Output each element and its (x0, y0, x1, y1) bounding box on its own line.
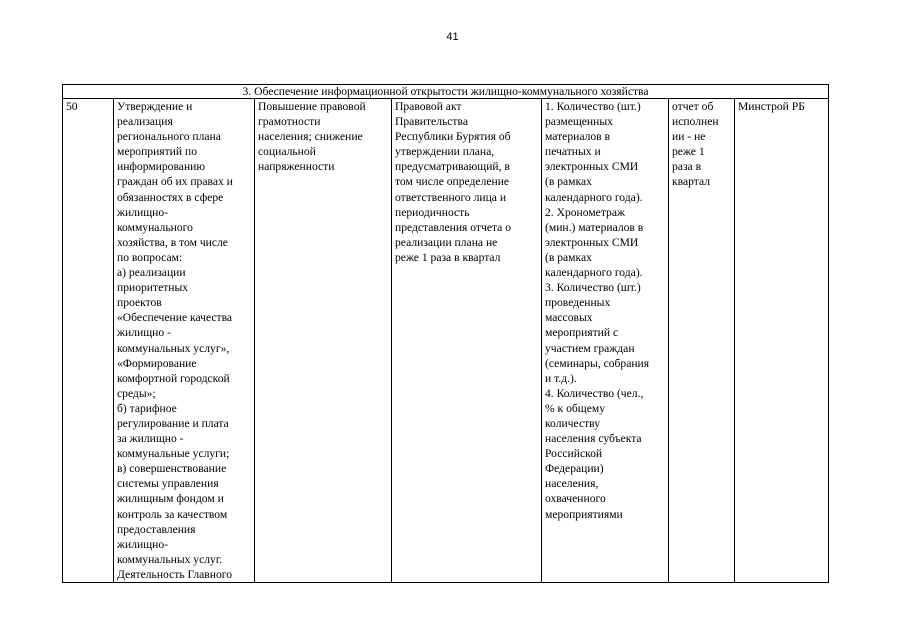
row-number-cell (63, 99, 114, 583)
indicators-text: 1. Количество (шт.) размещенных материалов в печатных и электронных СМИ (в рамках календарного года). 2. Хронометраж (мин.) материалов в электронных СМИ (в рамках календарного года). 3. Количество (шт.) проведенных массовых мероприятий с участием граждан (семинары, собрания и т.д.). 4. Количество (чел., % к общему количеству населения субъекта Российской Федерации) населения, охваченного мероприятиями (545, 100, 650, 521)
goal-cell (255, 99, 392, 583)
goal-text: Повышение правовой грамотности населения; снижение социальной напряженности (258, 100, 366, 174)
activity-text: Утверждение и реализация регионального плана мероприятий по информированию граждан об их правах и обязанностях в сфере жилищно- коммунального хозяйства, в том числе по вопросам: а) реализации приоритетных проектов «Обеспечение качества жилищно - коммунальных услуг», «Формирование комфортной городской среды»; б) тарифное регулирование и плата за жилищно - коммунальные услуги; в) совершенствование системы управления жилищным фондом и контроль за качеством предоставления жилищно- коммунальных услуг. Деятельность Главного (117, 100, 233, 581)
plan-table (62, 84, 829, 583)
page-number: 41 (446, 31, 459, 43)
table-row (63, 99, 829, 583)
document-text: Правовой акт Правительства Республики Бурятия об утверждении плана, предусматривающий, в том числе определение ответственного лица и периодичность представления отчета о реализации плана не реже 1 раза в квартал (395, 100, 512, 264)
responsible-text: Минстрой РБ (738, 100, 805, 113)
document-cell (392, 99, 542, 583)
indicators-cell (542, 99, 669, 583)
deadline-text: отчет об исполнен ии - не реже 1 раза в квартал (672, 100, 719, 189)
deadline-cell (669, 99, 735, 583)
section-heading: 3. Обеспечение информационной открытости жилищно-коммунального хозяйства (63, 85, 829, 99)
responsible-cell (735, 99, 829, 583)
section-heading-row (63, 85, 829, 99)
activity-cell (114, 99, 255, 583)
row-number: 50 (66, 100, 78, 113)
